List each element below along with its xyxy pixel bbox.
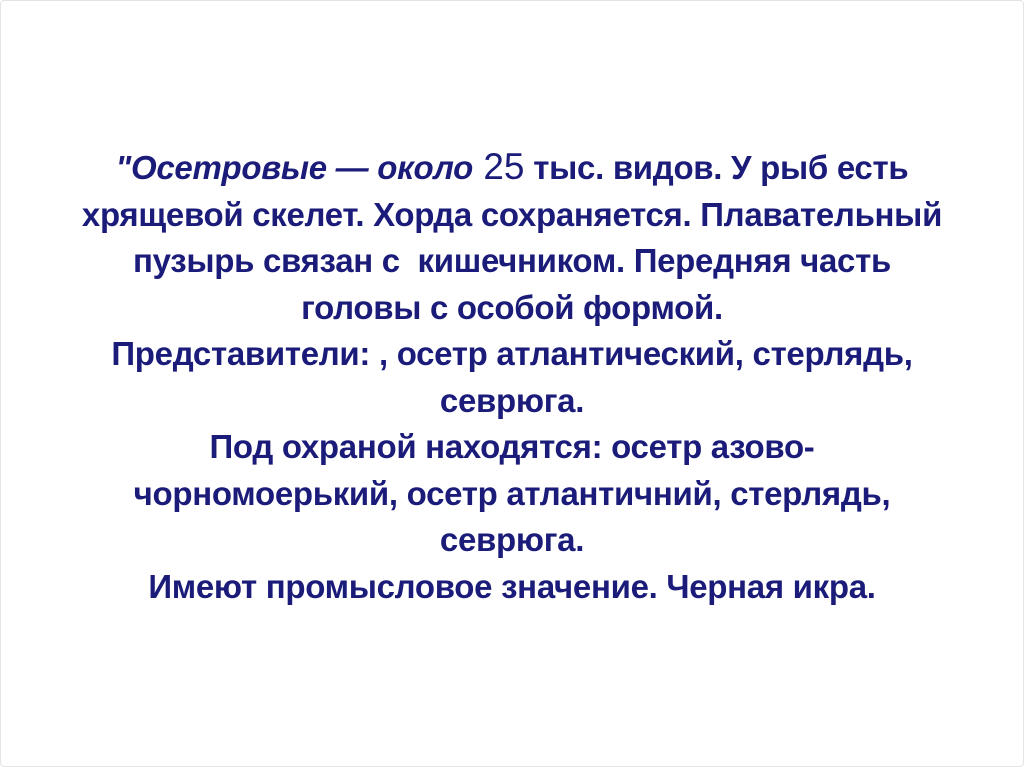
text-line-9: севрюга.: [439, 521, 585, 558]
text-line-5: Представители: , осетр атлантический, стерлядь,: [111, 335, 913, 372]
slide-body-text: [31, 144, 993, 610]
text-line-2: хрящевой скелет. Хорда сохраняется. Плавательный: [81, 195, 943, 233]
dash-segment: —: [326, 149, 378, 186]
family-name-italic: "Осетровые: [115, 149, 327, 186]
text-line-8: чорномоерький, осетр атлантичний, стерлядь,: [133, 474, 891, 512]
line-1-rest: тыс. видов. У рыб есть: [524, 149, 909, 186]
text-line-7: Под охраной находятся: осетр азово-: [209, 428, 815, 465]
text-line-1: [31, 144, 993, 192]
species-count-number: 25: [473, 146, 525, 187]
about-word-italic: около: [377, 149, 474, 186]
text-line-6: севрюга.: [439, 381, 585, 419]
text-line-3: пузырь связан с кишечником. Передняя часть: [133, 242, 891, 279]
text-line-10: Имеют промысловое значение. Черная икра.: [148, 567, 876, 605]
text-line-4: головы с особой формой.: [301, 288, 723, 326]
